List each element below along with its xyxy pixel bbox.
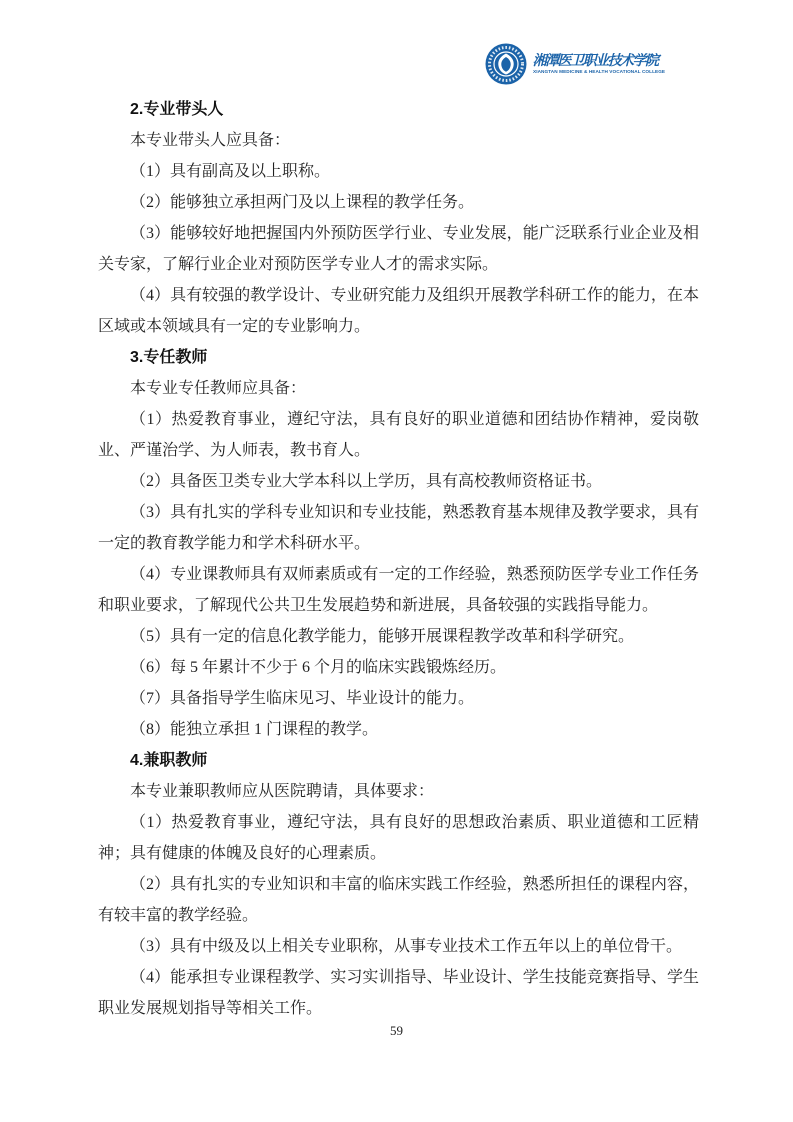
paragraph: 本专业专任教师应具备： xyxy=(130,380,307,397)
list-item: （4）专业课教师具有双师素质或有一定的工作经验，熟悉预防医学专业工作任务和职业要求，了解现代公共卫生发展趋势和新进展，具备较强的实践指导能力。 xyxy=(98,566,699,614)
list-item: （3）具有扎实的学科专业知识和专业技能，熟悉教育基本规律及教学要求，具有一定的教育教学能力和学术科研水平。 xyxy=(98,504,699,552)
list-item: （1）具有副高及以上职称。 xyxy=(130,163,331,180)
list-item: （6）每 5 年累计不少于 6 个月的临床实践锻炼经历。 xyxy=(130,659,507,676)
list-item: （2）能够独立承担两门及以上课程的教学任务。 xyxy=(130,194,475,211)
page-number: 59 xyxy=(390,1023,403,1038)
list-item: （4）具有较强的教学设计、专业研究能力及组织开展教学科研工作的能力，在本区域或本领域具有一定的专业影响力。 xyxy=(98,287,699,335)
section-fulltime-teachers xyxy=(98,342,699,745)
list-item: （1）热爱教育事业，遵纪守法，具有良好的思想政治素质、职业道德和工匠精神；具有健康的体魄及良好的心理素质。 xyxy=(98,814,699,862)
section-parttime-teachers xyxy=(98,745,699,1024)
section-professional-leader xyxy=(98,94,699,342)
college-name-zh: 湘潭医卫职业技术学院 xyxy=(532,53,658,69)
section-heading: 4.兼职教师 xyxy=(130,752,208,769)
list-item: （2）具备医卫类专业大学本科以上学历，具有高校教师资格证书。 xyxy=(130,473,603,490)
list-item: （3）能够较好地把握国内外预防医学行业、专业发展，能广泛联系行业企业及相关专家，了解行业企业对预防医学专业人才的需求实际。 xyxy=(98,225,699,273)
list-item: （5）具有一定的信息化教学能力，能够开展课程教学改革和科学研究。 xyxy=(130,628,635,645)
list-item: （8）能独立承担 1 门课程的教学。 xyxy=(130,721,379,738)
section-heading: 3.专任教师 xyxy=(130,349,208,366)
page-footer xyxy=(0,1023,793,1039)
list-item: （7）具备指导学生临床见习、毕业设计的能力。 xyxy=(130,690,475,707)
document-body xyxy=(98,94,699,1024)
college-name-en: XIANGTAN MEDICINE & HEALTH VOCATIONAL COLLEGE xyxy=(532,70,665,75)
list-item: （1）热爱教育事业，遵纪守法，具有良好的职业道德和团结协作精神，爱岗敬业、严谨治学、为人师表，教书育人。 xyxy=(98,411,699,459)
paragraph: 本专业带头人应具备： xyxy=(130,132,291,149)
list-item: （3）具有中级及以上相关专业职称，从事专业技术工作五年以上的单位骨干。 xyxy=(130,938,683,955)
list-item: （4）能承担专业课程教学、实习实训指导、毕业设计、学生技能竞赛指导、学生职业发展规划指导等相关工作。 xyxy=(98,969,699,1017)
paragraph: 本专业兼职教师应从医院聘请，具体要求： xyxy=(130,783,435,800)
page-header xyxy=(485,43,702,85)
list-item: （2）具有扎实的专业知识和丰富的临床实践工作经验，熟悉所担任的课程内容，有较丰富的教学经验。 xyxy=(98,876,699,924)
college-logo xyxy=(533,52,702,76)
section-heading: 2.专业带头人 xyxy=(130,101,224,118)
college-emblem-icon xyxy=(485,43,527,85)
